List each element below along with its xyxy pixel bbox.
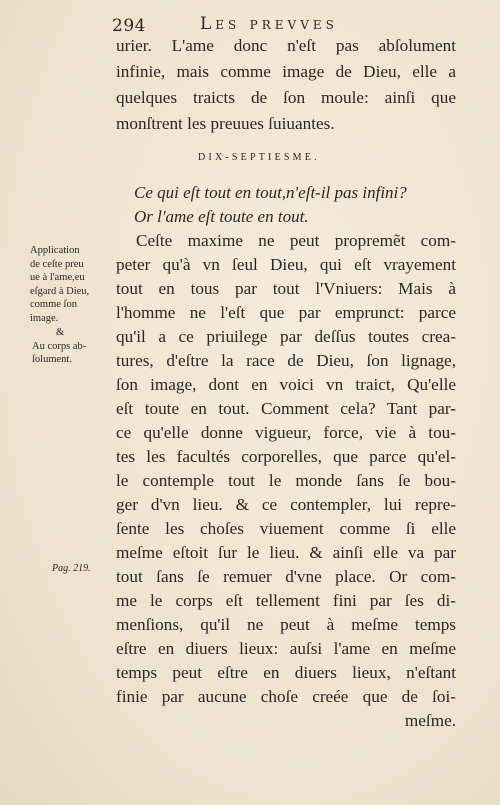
text-line: eſtre en diuers lieux: auſsi l'ame en meſme bbox=[116, 639, 456, 658]
text-line: meſme eſtoit ſur le lieu. & ainſi elle va par bbox=[116, 543, 456, 562]
text-line: ce qu'elle donne vigueur, force, vie à tou- bbox=[116, 423, 456, 442]
text-line: monſtrent les preuues ſuiuantes. bbox=[116, 114, 335, 133]
margin-note-line: de ceſte preu bbox=[30, 258, 84, 270]
margin-note-line: & bbox=[56, 327, 65, 338]
margin-note-line: comme ſon bbox=[30, 299, 77, 310]
question-line: Ce qui eſt tout en tout,n'eſt-il pas infini? bbox=[134, 183, 407, 202]
text-line: l'homme ne l'eſt que par emprunct: parce bbox=[116, 303, 456, 322]
text-line: ſon image, dont en voici vn traict, Qu'elle bbox=[116, 375, 456, 394]
text-line: menſions, qu'il ne peut à meſme temps bbox=[116, 615, 456, 634]
page-reference: Pag. 219. bbox=[52, 563, 91, 574]
text-line: eſt toute en tout. Comment cela? Tant par- bbox=[116, 399, 456, 418]
text-line: urier. L'ame donc n'eſt pas abſolument bbox=[116, 36, 456, 55]
text-line: qu'il a ce priuilege par deſſus toutes crea- bbox=[116, 327, 456, 346]
text-line: tout ſans ſe remuer d'vne place. Or com- bbox=[116, 567, 456, 586]
text-line: peter qu'à vn ſeul Dieu, qui eſt vrayement bbox=[116, 255, 456, 274]
text-line: infinie, mais comme image de Dieu, elle a bbox=[116, 62, 456, 81]
margin-note-line: Application bbox=[30, 245, 80, 256]
text-line: finie par aucune choſe creée que de ſoi- bbox=[116, 687, 456, 706]
text-line: le contemple tout le monde ſans ſe bou- bbox=[116, 471, 456, 490]
text-line: meſme. bbox=[404, 711, 456, 730]
margin-note-line: image. bbox=[30, 312, 59, 324]
running-head: Les prevves bbox=[200, 14, 338, 34]
text-line: quelques traicts de ſon moule: ainſi que bbox=[116, 88, 456, 107]
question-line: Or l'ame eſt toute en tout. bbox=[134, 207, 309, 226]
text-line: tures, d'eſtre la race de Dieu, ſon lignage, bbox=[116, 351, 456, 370]
margin-note-line: ue à l'ame,eu bbox=[30, 272, 85, 283]
margin-note bbox=[30, 244, 112, 325]
margin-note-line: Au corps ab- bbox=[32, 340, 87, 352]
text-line: ſente les choſes viuement comme ſi elle bbox=[116, 519, 456, 538]
text-line: ger d'vn lieu. & ce contempler, lui repre- bbox=[116, 495, 456, 514]
section-heading: DIX-SEPTIESME. bbox=[198, 152, 320, 163]
margin-note-line: ſolument. bbox=[32, 354, 72, 365]
text-line: temps peut eſtre en diuers lieux, n'eſtant bbox=[116, 663, 456, 682]
page-number: 294 bbox=[112, 16, 146, 36]
text-line: tes les facultés corporelles, que parce qu'el- bbox=[116, 447, 456, 466]
text-line: me le corps eſt tellement fini par ſes di- bbox=[116, 591, 456, 610]
text-line: tout en tous par tout l'Vniuers: Mais à bbox=[116, 279, 456, 298]
text-line: Ceſte maxime ne peut propremẽt com- bbox=[136, 231, 456, 250]
margin-note bbox=[32, 326, 114, 367]
margin-note-line: eſgard à Dieu, bbox=[30, 285, 90, 297]
